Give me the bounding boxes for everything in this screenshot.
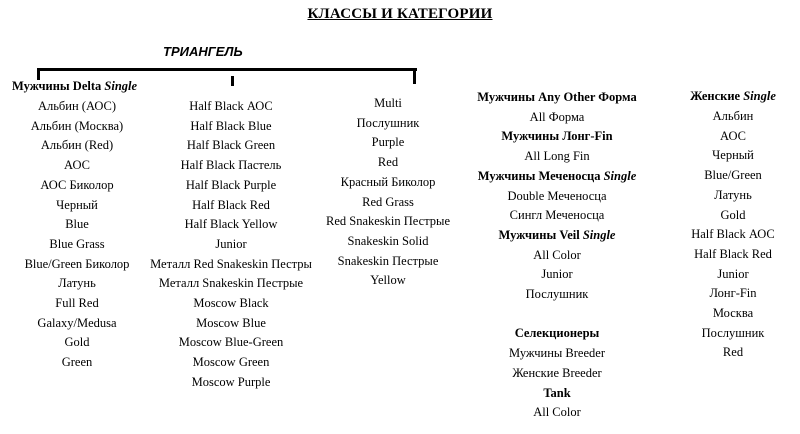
- list-item: Junior: [215, 236, 247, 251]
- list-item: Альбин (АОС): [37, 99, 117, 113]
- page-title: КЛАССЫ И КАТЕГОРИИ: [307, 6, 493, 22]
- list-item: Snakeskin Пестрые: [337, 253, 439, 268]
- bracket-tick-right: [413, 68, 416, 84]
- section-header-main: Мужчины Меченосца: [477, 168, 604, 183]
- list-item: Blue/Green: [704, 168, 762, 183]
- col5-header-main: Женские: [690, 89, 744, 103]
- list-item: All Форма: [529, 109, 585, 124]
- list-item: Junior: [717, 266, 749, 281]
- list-item: Лонг-Fin: [709, 286, 757, 301]
- list-item: Красный Биколор: [340, 174, 436, 189]
- list-item: Multi: [374, 96, 402, 110]
- list-item: Half Black Yellow: [184, 217, 278, 232]
- list-item: Half Black АОС: [189, 99, 273, 113]
- list-item: Черный: [56, 197, 98, 212]
- col5-header: [690, 89, 776, 104]
- section-header-italic: Single: [603, 168, 637, 183]
- list-item: Черный: [712, 148, 754, 163]
- list-item: Послушник: [701, 325, 765, 340]
- list-item: Half Black Purple: [185, 177, 277, 192]
- list-item: АОС: [64, 158, 90, 173]
- bracket-bar: [37, 68, 417, 71]
- list-item: Металл Snakeskin Пестрые: [158, 276, 304, 291]
- list-item: Альбин (Москва): [30, 118, 124, 133]
- list-item: All Color: [533, 405, 581, 420]
- list-item: Blue: [65, 217, 89, 232]
- list-item: Послушник: [356, 115, 420, 130]
- section-header: [499, 228, 616, 243]
- list-item: АОС: [720, 128, 746, 143]
- list-item: Moscow Blue: [196, 315, 266, 330]
- list-item: Москва: [712, 306, 754, 320]
- list-item: АОС Биколор: [40, 177, 114, 192]
- list-item: Альбин (Red): [40, 138, 114, 153]
- list-item: Red Snakeskin Пестрые: [325, 214, 451, 229]
- list-item: Red: [722, 345, 744, 360]
- list-item: Сингл Меченосца: [509, 208, 605, 223]
- bracket-tick-middle: [231, 76, 234, 86]
- triangle-label: ТРИАНГЕЛЬ: [163, 44, 243, 59]
- list-item: Half Black АОС: [691, 227, 775, 242]
- list-item: Red Grass: [362, 194, 414, 209]
- list-item: Латунь: [714, 187, 752, 202]
- list-item: Moscow Black: [193, 296, 269, 310]
- list-item: Junior: [541, 267, 573, 282]
- list-item: Yellow: [370, 273, 406, 288]
- col1-header-italic: Single: [104, 79, 138, 93]
- list-item: Half Black Blue: [190, 118, 272, 133]
- section-header: Tank: [543, 385, 571, 400]
- list-item: Gold: [64, 335, 90, 350]
- list-item: Galaxy/Medusa: [37, 315, 117, 330]
- list-item: Green: [61, 355, 93, 370]
- section-header: Мужчины Any Other Форма: [477, 90, 637, 104]
- list-item: Half Black Пастель: [180, 158, 282, 173]
- section-header: Мужчины Лонг-Fin: [501, 129, 613, 144]
- list-item: Латунь: [58, 276, 96, 291]
- section-header-italic: Single: [582, 227, 616, 242]
- list-item: Moscow Purple: [191, 374, 271, 389]
- col1-header-main: Мужчины Delta: [12, 79, 105, 93]
- list-item: Moscow Green: [192, 355, 270, 370]
- list-item: Послушник: [525, 287, 589, 301]
- list-item: Мужчины Breeder: [509, 346, 605, 361]
- section-header: Селекционеры: [514, 326, 600, 341]
- list-item: Альбин: [712, 109, 754, 123]
- list-item: Red: [377, 155, 399, 170]
- list-item: Gold: [720, 207, 746, 222]
- col5-header-italic: Single: [743, 89, 776, 103]
- list-item: All Long Fin: [524, 149, 590, 164]
- list-item: Purple: [371, 135, 405, 150]
- list-item: Металл Red Snakeskin Пестры: [150, 256, 312, 271]
- list-item: Half Black Red: [192, 197, 270, 212]
- list-item: Moscow Blue-Green: [178, 335, 284, 350]
- section-header-main: Мужчины Veil: [498, 227, 583, 242]
- list-item: Blue/Green Биколор: [24, 256, 130, 271]
- list-item: Full Red: [55, 296, 99, 310]
- list-item: Half Black Green: [186, 138, 276, 153]
- list-item: Half Black Red: [694, 246, 772, 261]
- list-item: Женские Breeder: [512, 365, 602, 380]
- list-item: Double Меченосца: [507, 188, 607, 203]
- list-item: All Color: [533, 247, 581, 262]
- section-header: [478, 169, 637, 184]
- list-item: Blue Grass: [49, 236, 105, 251]
- col1-header: [12, 79, 137, 94]
- list-item: Snakeskin Solid: [347, 233, 429, 248]
